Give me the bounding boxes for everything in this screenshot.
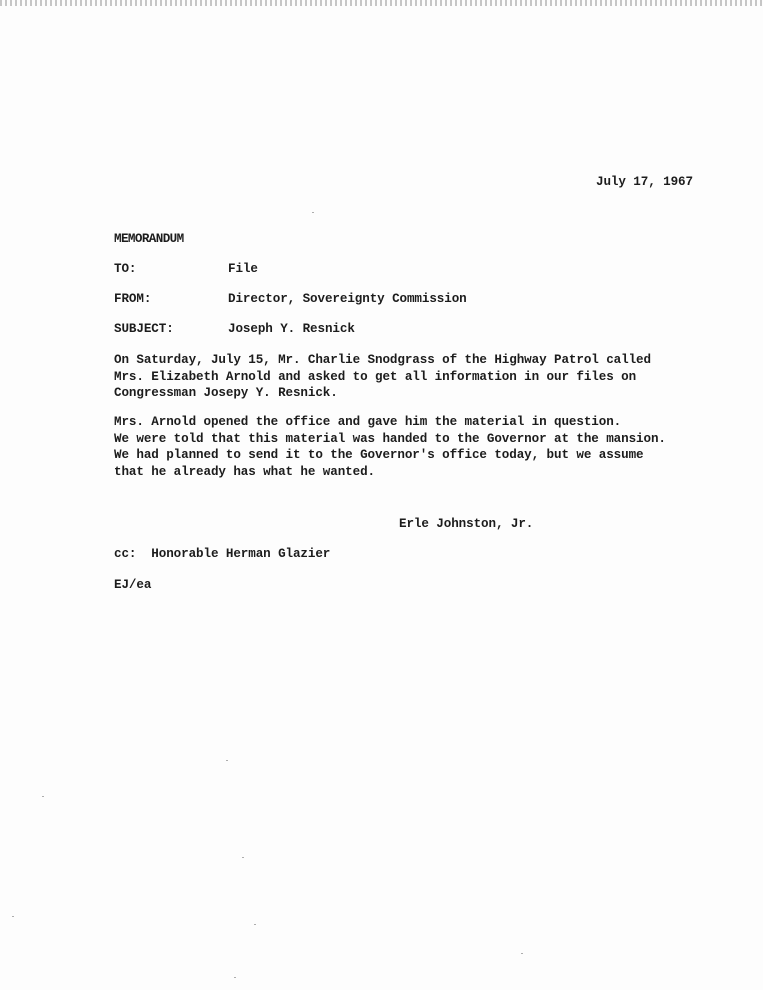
scan-speck [242,857,244,858]
scan-speck [312,212,314,213]
to-label: TO: [114,262,137,276]
to-value: File [228,262,258,276]
scan-speck [234,977,236,978]
scan-top-edge [0,0,763,6]
body-paragraph-2: Mrs. Arnold opened the office and gave him the material in question. We were told that this material was handed to the Governor at the mansion. We had planned to send it to the Governor's office today, but we assume that he already has what he wanted. [114,415,666,479]
scan-speck [521,953,523,954]
scan-speck [254,924,256,925]
scan-speck [42,796,44,797]
scan-speck [226,760,228,761]
body-paragraph-1: On Saturday, July 15, Mr. Charlie Snodgrass of the Highway Patrol called Mrs. Elizabeth Arnold and asked to get all information in our files on Congressman Josepy Y. Resnick. [114,353,651,400]
from-value: Director, Sovereignty Commission [228,292,467,306]
signature-line: Erle Johnston, Jr. [399,517,534,531]
memo-date: July 17, 1967 [596,175,693,189]
typist-initials: EJ/ea [114,578,152,592]
subject-value: Joseph Y. Resnick [228,322,355,336]
memo-title: MEMORANDUM [114,232,184,246]
scan-speck [12,916,14,917]
subject-label: SUBJECT: [114,322,174,336]
cc-line: cc: Honorable Herman Glazier [114,547,331,561]
from-label: FROM: [114,292,152,306]
